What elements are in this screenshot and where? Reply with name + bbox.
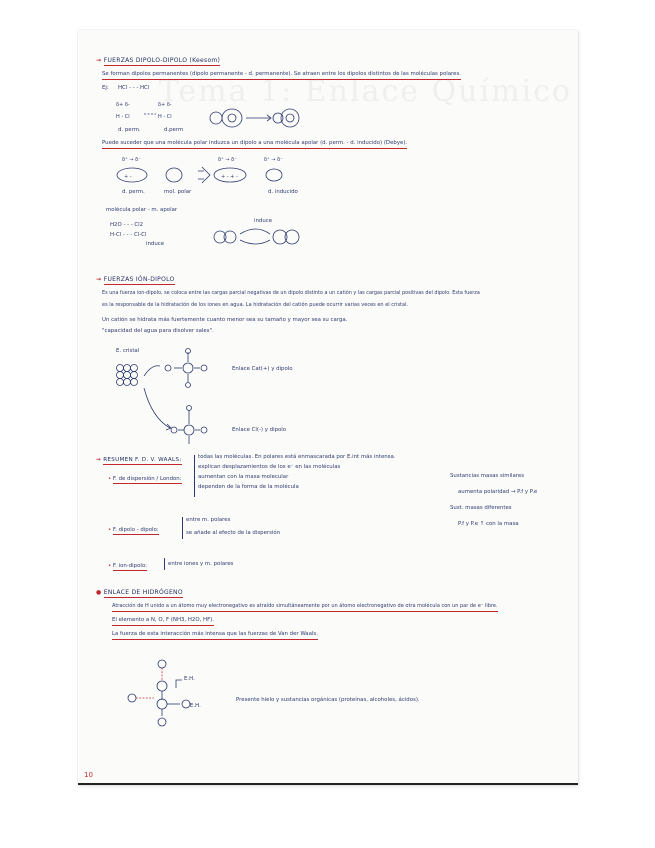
svg-text:+ -: + - <box>124 174 132 180</box>
side-note-4: P.f y P.e ↑ con la masa <box>458 521 519 527</box>
hidrogeno-line-2: El elemento a N, O, F (NH3, H2O, HF). <box>112 617 214 626</box>
dispersion-item-4: dependen de la forma de la molécula <box>198 484 299 490</box>
dispersion-item-3: aumentan con la masa molecular <box>198 474 289 480</box>
label-induce: induce <box>254 218 273 224</box>
heading-text: FUERZAS DIPOLO-DIPOLO (Keesom) <box>103 57 221 64</box>
induce-sketch <box>212 222 302 252</box>
brace-dispersion <box>194 455 195 497</box>
brace-dipolo <box>182 517 183 539</box>
section-heading-ion-dipolo <box>96 276 175 283</box>
dispersion-item-2: explican desplazamientos de los e⁻ en las moléculas <box>198 464 341 470</box>
crystal-lattice <box>117 365 138 386</box>
bullet-icon: • <box>108 476 113 482</box>
side-note-1: Sustancias masas similares <box>450 473 525 479</box>
dipolo-item-1: entre m. polares <box>186 517 231 523</box>
hydrated-cation <box>165 349 207 388</box>
heading-text: FUERZAS IÓN-DIPOLO <box>103 276 175 283</box>
arrow-icon: → <box>96 457 104 463</box>
ion-line-3: Un catión se hidrata más fuertemente cuanto menor sea su tamaño y mayor sea su carga. <box>102 317 348 323</box>
svg-text:H - Cl: H - Cl <box>158 114 172 120</box>
ion-line-2: es la responsable de la hidratación de los iones en agua. La hidratación del catión puede ocurrir varias veces en el cristal. <box>102 302 409 308</box>
label-eh: E.H. <box>184 676 195 682</box>
side-note-2: aumenta polaridad → P.f y P.e <box>458 489 538 495</box>
ion-line-4: "capacidad del agua para disolver sales". <box>102 328 214 334</box>
label-crystal: E. cristal <box>116 348 140 354</box>
bullet-icon: • <box>108 563 113 569</box>
dispersion-label-text: F. de dispersión / London: <box>112 476 182 482</box>
section-heading-dipolo <box>96 57 220 64</box>
label-mol-polar: mol. polar <box>164 189 192 195</box>
svg-text:δ⁺ → δ⁻: δ⁺ → δ⁻ <box>264 157 283 163</box>
ion-label-text: F. ion-dipolo: <box>112 563 147 569</box>
ion-item-1: entre iones y m. polares <box>168 561 234 567</box>
mol-polar-note: molécula polar - m. apolar <box>106 207 178 213</box>
dipole-attraction-sketch <box>206 104 316 134</box>
hydrated-anion <box>171 406 207 445</box>
dipolo-label-text: F. dipolo - dipolo: <box>112 527 159 533</box>
hcl-dipole-sketch <box>114 92 194 126</box>
svg-text:+ - + -: + - + - <box>221 174 238 180</box>
label-cation-dipole: Enlace Cat(+) y dipolo <box>232 366 293 372</box>
dispersion-item-1: todas las moléculas. En polares está enmascarada por E.int más intensa. <box>198 454 396 460</box>
hydrogen-bond-sketch <box>124 658 234 732</box>
label-dperm-3: d. perm. <box>122 189 145 195</box>
example-hcl-clcl: H-Cl - - - Cl-Cl <box>110 232 147 238</box>
hidrogeno-line-1: Atracción de H unido a un átomo muy electronegativo es atraído simultáneamente por un átomo electronegativo de otra molécula con un par de e⁻ libre. <box>112 603 498 612</box>
section-heading-hidrogeno <box>96 589 183 596</box>
label-anion-dipole: Enlace Cl(-) y dipolo <box>232 427 287 433</box>
hidrogeno-line-3: La fuerza de esta interacción más intensa que las fuerzas de Van der Waals. <box>112 631 318 640</box>
example-hcl: HCl - - - HCl <box>118 85 150 91</box>
heading-text: ENLACE DE HIDRÓGENO <box>103 589 183 596</box>
hidrogeno-diagram-text: Presente hielo y sustancias orgánicas (proteínas, alcoholes, ácidos). <box>236 697 420 703</box>
svg-text:δ⁺ → δ⁻: δ⁺ → δ⁻ <box>218 157 237 163</box>
ion-line-1: Es una fuerza ion-dipolo, se coloca entre las cargas parcial negativas de un dipolo distinto a un catión y las cargas parcial positivas del dipolo. Esta fuerza <box>102 290 480 296</box>
example-induce: induce <box>146 241 165 247</box>
dispersion-label <box>108 476 182 483</box>
label-dperm-1: d. perm. <box>118 127 141 133</box>
dipolo-item-2: se añade al efecto de la dispersión <box>186 530 281 536</box>
dipolo-line-2: Puede suceder que una molécula polar induzca un dipolo a una molécula apolar (d. perm. - d. inducido) (Debye). <box>102 140 407 149</box>
heading-text: RESUMEN F. D. V. WAALS: <box>103 457 182 463</box>
arrow-icon: → <box>96 57 104 64</box>
example-h2o-cl2: H2O - - - Cl2 <box>110 222 144 228</box>
ion-label <box>108 563 147 570</box>
dipolo-label <box>108 527 159 534</box>
label-enlace: E.H. <box>190 703 201 709</box>
notebook-page <box>78 30 578 785</box>
svg-text:δ+ δ-: δ+ δ- <box>158 102 172 108</box>
section-heading-resumen <box>96 457 182 463</box>
dipolo-line-1: Se forman dipolos permanentes (dipolo permanente - d. permanente). Se atraen entre los dipolos distintos de las moléculas polares. <box>102 71 461 80</box>
bullet-icon: • <box>108 527 113 533</box>
svg-text:H - Cl: H - Cl <box>116 114 130 120</box>
brace-ion <box>164 558 165 570</box>
label-d-inducido: d. inducido <box>268 189 298 195</box>
example-label: Ej: <box>102 85 109 91</box>
label-dperm-2: d.perm <box>164 127 184 133</box>
page-number: 10 <box>84 771 93 779</box>
bullet-icon: ● <box>96 589 104 596</box>
arrow-icon: → <box>96 276 104 283</box>
svg-text:δ⁺ → δ⁻: δ⁺ → δ⁻ <box>122 157 141 163</box>
side-note-3: Sust. masas diferentes <box>450 505 512 511</box>
svg-text:δ+ δ-: δ+ δ- <box>116 102 130 108</box>
